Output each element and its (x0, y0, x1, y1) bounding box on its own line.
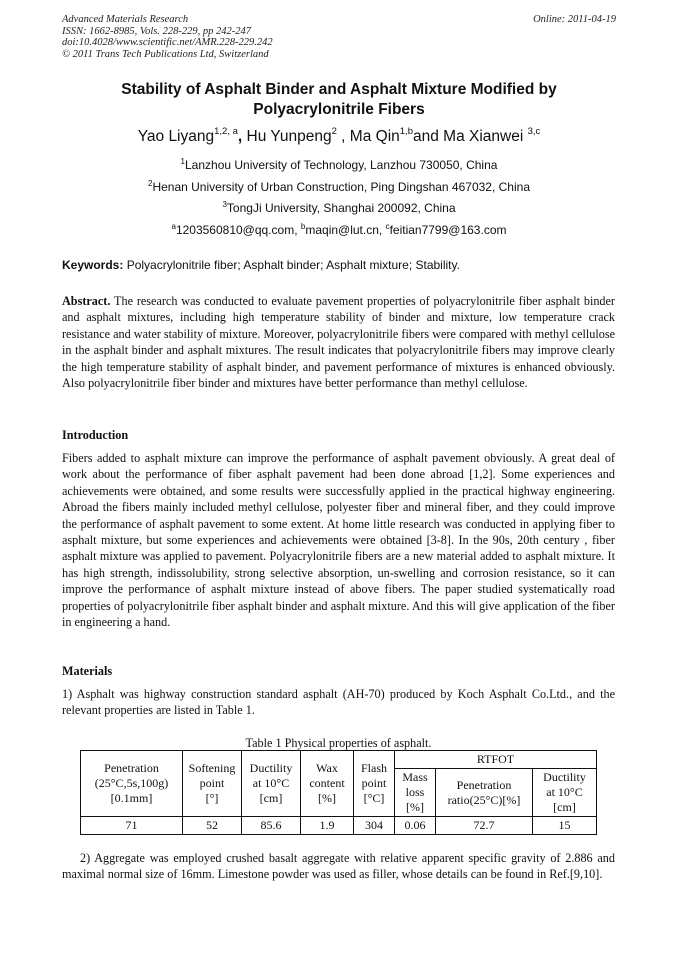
author-superscript: 1,b (399, 126, 413, 137)
header-line: Penetration (104, 761, 159, 775)
table-row (81, 817, 597, 835)
header-softening-point (183, 751, 242, 817)
materials-paragraph-2: 2) Aggregate was employed crushed basalt aggregate with relative apparent specific gravity of 2.886 and maximal normal size of 16mm. Limestone powder was used as filler, whose details can be found in Ref.[9,10]. (62, 851, 615, 882)
email-superscript: c (385, 222, 390, 231)
header-line: [°C] (363, 791, 385, 805)
header-line: Wax (316, 761, 338, 775)
doi-line[interactable]: doi:10.4028/www.scientific.net/AMR.228-229.242 (62, 37, 273, 48)
affiliation-2 (60, 180, 618, 194)
email-line (60, 223, 618, 237)
keywords-text: Polyacrylonitrile fiber; Asphalt binder; Asphalt mixture; Stability. (123, 258, 460, 272)
header-line: point (361, 776, 387, 790)
paper-title (60, 80, 618, 120)
email-address[interactable]: maqin@lut.cn, (305, 223, 386, 237)
abstract-label: Abstract. (62, 294, 111, 308)
header-line: Flash (360, 761, 387, 775)
header-line: ratio(25°C)[%] (447, 792, 521, 807)
table-cell: 15 (533, 817, 597, 835)
header-line: Penetration (456, 777, 512, 792)
header-line: point (199, 776, 225, 790)
header-line: [°] (205, 791, 219, 805)
affiliation-text: Henan University of Urban Construction, Ping Dingshan 467032, China (152, 180, 530, 194)
title-line-1: Stability of Asphalt Binder and Asphalt Mixture Modified by (121, 81, 557, 98)
header-wax-content (301, 751, 354, 817)
header-line: loss (405, 785, 425, 799)
table-header-row (81, 751, 597, 769)
abstract (62, 293, 615, 391)
author-superscript: 2 (331, 126, 337, 137)
affiliation-superscript: 3 (222, 200, 227, 209)
materials-paragraph-1: 1) Asphalt was highway construction standard asphalt (AH-70) produced by Koch Asphalt Co.Ltd., and the relevant properties are listed in Table 1. (62, 687, 615, 718)
header-line: (25°C,5s,100g) (94, 776, 169, 790)
author-name: Ma Xianwei (443, 128, 524, 145)
table-cell: 0.06 (395, 817, 436, 835)
header-line: [%] (318, 791, 336, 805)
issn-line: ISSN: 1662-8985, Vols. 228-229, pp 242-247 (62, 25, 251, 37)
header-rtfot: RTFOT (395, 751, 597, 769)
header-line: Ductility (543, 770, 586, 784)
affiliation-text: Lanzhou University of Technology, Lanzhou 730050, China (185, 158, 498, 172)
table-1-caption: Table 1 Physical properties of asphalt. (245, 736, 432, 750)
abstract-text: The research was conducted to evaluate pavement properties of polyacrylonitrile fiber asphalt binder and asphalt mixtures, including high temperature stability of binder and mixture, low temperature crack resistance and water stability of mixture. Moreover, polyacrylonitrile fibers were compared with methyl cellulose in the asphalt binder and asphalt mixtures. The result indicates that polyacrylonitrile fibers may improve clearly the high temperature stability of asphalt binder, and pavement performance of mixtures is enhanced obviously. Also polyacrylonitrile fiber binder and mixtures have better performance than methyl cellulose. (62, 294, 615, 391)
header-ductility-rtfot (533, 769, 597, 817)
header-line: at 10°C (546, 785, 583, 799)
table-1 (80, 750, 597, 835)
header-line: [%] (406, 800, 424, 814)
table-cell: 52 (183, 817, 242, 835)
author-name: Yao Liyang (137, 128, 215, 145)
table-cell: 71 (81, 817, 183, 835)
author-superscript: 3,c (527, 126, 541, 137)
affiliation-superscript: 2 (147, 179, 153, 188)
header-line: Softening (188, 761, 236, 775)
header-penetration-ratio (436, 769, 533, 817)
header-ductility (242, 751, 301, 817)
table-cell: 304 (354, 817, 395, 835)
header-line: at 10°C (252, 776, 290, 790)
author-list (60, 128, 618, 146)
copyright-line: © 2011 Trans Tech Publications Ltd, Switzerland (62, 48, 269, 60)
affiliation-text: TongJi University, Shanghai 200092, China (226, 201, 456, 215)
materials-heading: Materials (62, 664, 113, 678)
email-superscript: a (171, 222, 176, 231)
affiliation-3 (60, 201, 618, 215)
email-superscript: b (300, 222, 306, 231)
header-flash-point (354, 751, 395, 817)
header-line: Ductility (249, 761, 293, 775)
header-line: [0.1mm] (110, 791, 153, 805)
keywords (62, 258, 460, 272)
header-penetration (81, 751, 183, 817)
affiliation-1 (60, 158, 618, 172)
journal-metadata (62, 14, 273, 60)
author-superscript: 1,2, a (214, 126, 238, 137)
email-address[interactable]: feitian7799@163.com (389, 223, 507, 237)
author-separator: , (237, 128, 247, 145)
author-separator: , (336, 128, 350, 145)
header-line: [cm] (259, 791, 283, 805)
affiliation-superscript: 1 (180, 157, 185, 166)
title-line-2: Polyacrylonitrile Fibers (253, 101, 425, 118)
header-line: Mass (402, 770, 428, 784)
header-mass-loss (395, 769, 436, 817)
author-name: Ma Qin (349, 128, 400, 145)
header-line: [cm] (553, 800, 576, 814)
header-line: content (309, 776, 345, 790)
author-separator: and (412, 128, 444, 145)
online-date: Online: 2011-04-19 (533, 14, 616, 25)
table-cell: 72.7 (436, 817, 533, 835)
introduction-text: Fibers added to asphalt mixture can improve the performance of asphalt pavement obviously. A great deal of work about the performance of fiber asphalt pavement had been done abroad [1,2]. Some experiences and achievements were obtained, and some results were successfully applied in the practical highway engineering. Abroad the fibers mainly included methyl cellulose, polyester fiber and mineral fiber, and they could improve the performance of asphalt pavement to some extent. At home little research was conducted in applying fiber to asphalt mixture, but some experiences and achievements were obtained [3-8]. In the 90s, 20th century , fiber asphalt mixture was applied to pavement. Polyacrylonitrile fibers are a new material added to asphalt mixture. It has high strength, indissolubility, strong selective absorption, un-swelling and corrosion resistance, so it can improve the performance of asphalt mixture instead of above fibers. The paper studied systematically road properties of polyacrylonitrile fiber asphalt binder and asphalt mixture. And this will give application of the fiber in engineering a hand. (62, 451, 615, 630)
email-address[interactable]: 1203560810@qq.com, (175, 223, 301, 237)
table-cell: 85.6 (242, 817, 301, 835)
table-cell: 1.9 (301, 817, 354, 835)
keywords-label: Keywords: (62, 258, 124, 272)
author-name: Hu Yunpeng (246, 128, 332, 145)
introduction-heading: Introduction (62, 428, 129, 442)
journal-name: Advanced Materials Research (62, 14, 189, 25)
